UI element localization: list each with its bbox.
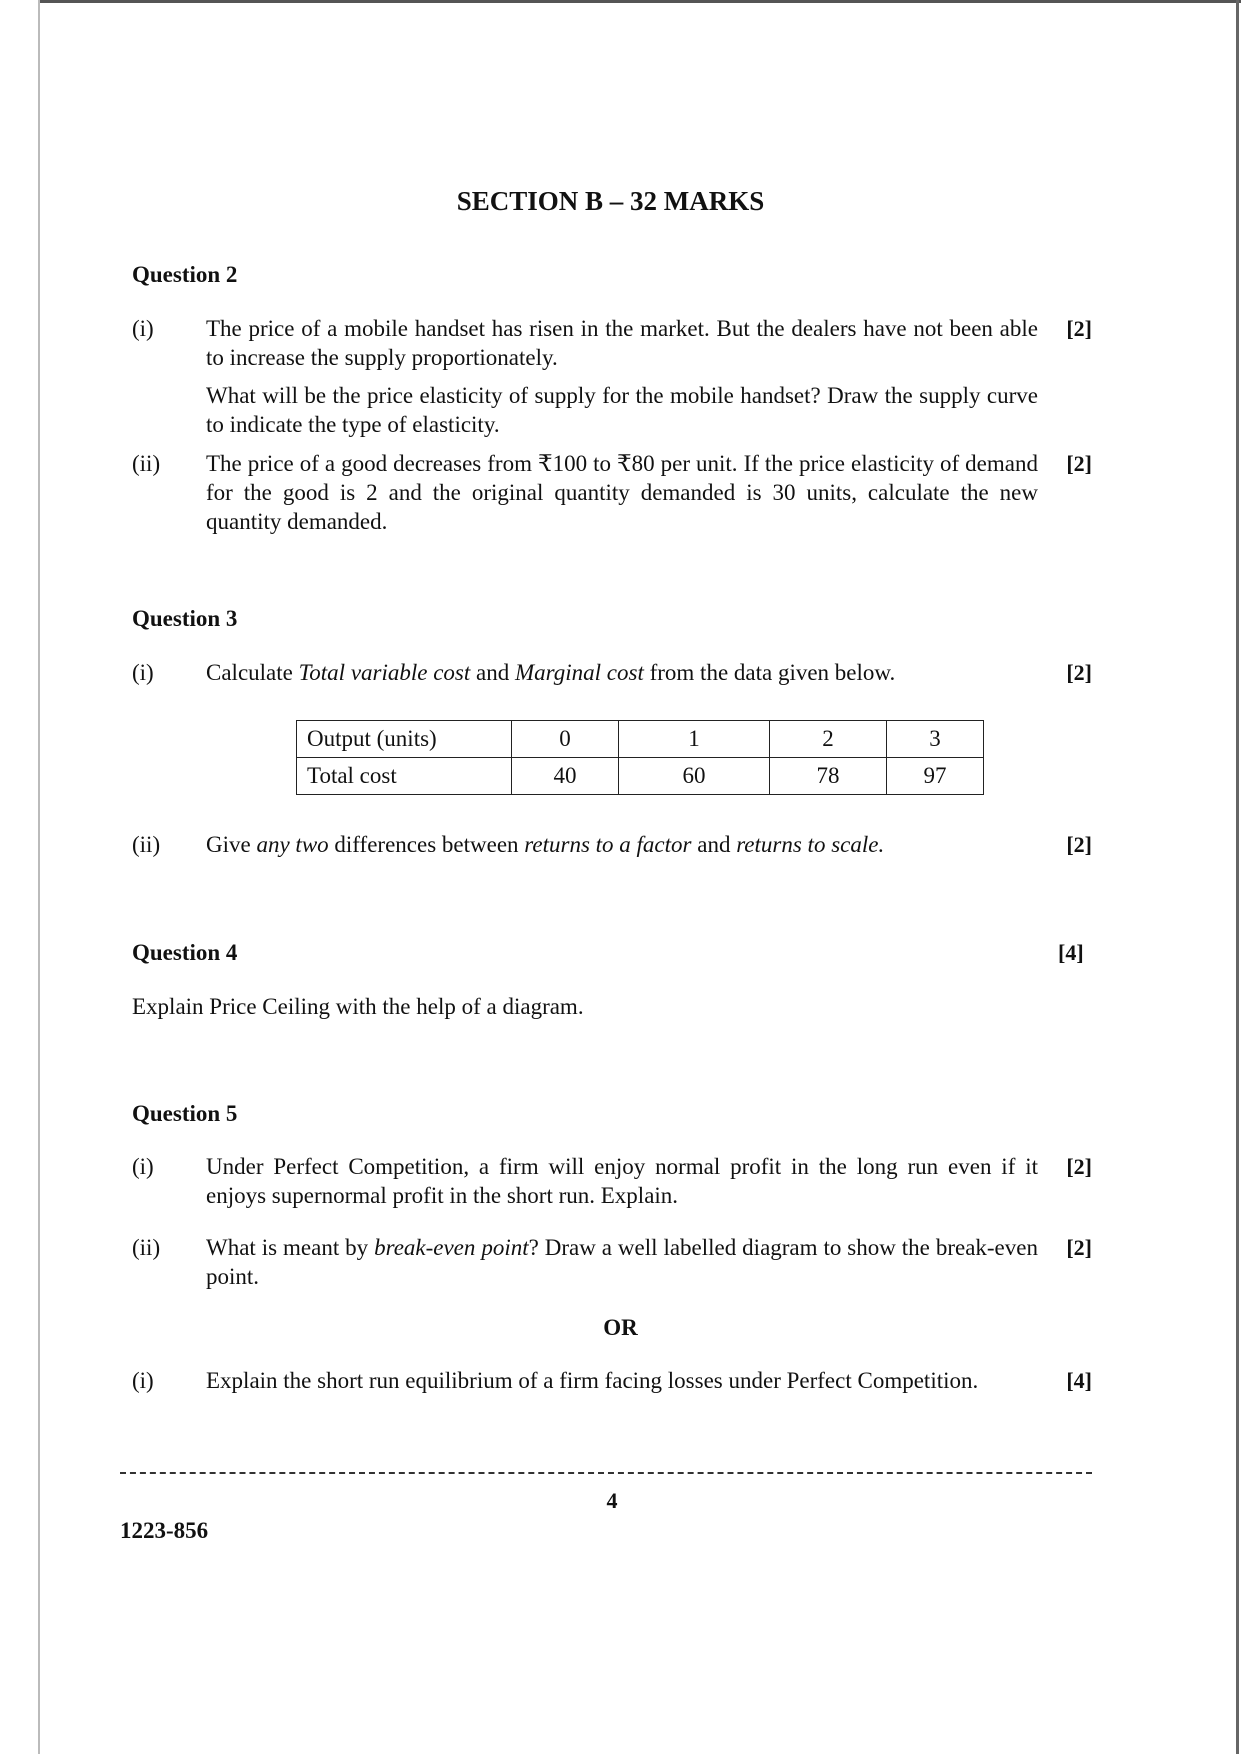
section-title: SECTION B – 32 MARKS (456, 186, 765, 216)
table-cell: 3 (887, 721, 984, 758)
question-3-heading: Question 3 (132, 606, 238, 631)
text-segment: from the data given below. (643, 660, 896, 685)
text-segment: Give (206, 832, 257, 857)
table-cell: 1 (619, 721, 770, 758)
text-segment: What is meant by (206, 1235, 375, 1260)
text-segment: and (470, 660, 515, 685)
part-number: (ii) (132, 832, 161, 857)
table-cell: 2 (770, 721, 887, 758)
part-number: (i) (132, 1368, 154, 1393)
or-separator: OR (603, 1315, 638, 1340)
emphasis-break-even-point: break-even point (374, 1235, 529, 1260)
marks-badge: [2] (1066, 660, 1092, 685)
table-row (297, 758, 984, 795)
table-cell: 0 (512, 721, 619, 758)
question-4-text: Explain Price Ceiling with the help of a diagram. (132, 994, 584, 1019)
marks-badge: [2] (1066, 1235, 1092, 1260)
emphasis-returns-to-factor: returns to a factor (524, 832, 692, 857)
paper-code: 1223-856 (120, 1518, 209, 1543)
text-segment: and (691, 832, 737, 857)
text-segment: differences between (328, 832, 525, 857)
row-label: Output (units) (297, 721, 512, 758)
part-text (206, 830, 1038, 859)
question-2-heading: Question 2 (132, 262, 238, 287)
table-cell: 97 (887, 758, 984, 795)
table-row (297, 721, 984, 758)
question-5-heading: Question 5 (132, 1101, 238, 1126)
marks-badge: [2] (1066, 832, 1092, 857)
part-number: (ii) (132, 1235, 161, 1260)
marks-badge: [2] (1066, 451, 1092, 476)
part-text (206, 1233, 1038, 1291)
part-text: Under Perfect Competition, a firm will enjoy normal profit in the long run even if it enjoys supernormal profit in the short run. Explain. (206, 1154, 1038, 1208)
emphasis-returns-to-scale: returns to scale. (736, 832, 885, 857)
marks-badge: [2] (1066, 1154, 1092, 1179)
part-number: (i) (132, 316, 154, 341)
part-text: The price of a mobile handset has risen in the market. But the dealers have not been able to increase the supply proportionately. (206, 316, 1038, 370)
dashed-divider (120, 1472, 1092, 1474)
table-cell: 40 (512, 758, 619, 795)
part-number: (ii) (132, 451, 161, 476)
page-number: 4 (606, 1488, 618, 1513)
top-border (40, 0, 1241, 3)
row-label: Total cost (297, 758, 512, 795)
cost-table (296, 720, 984, 795)
question-4-heading: Question 4 (132, 940, 238, 965)
right-border (1236, 0, 1239, 1754)
part-text-2: What will be the price elasticity of supply for the mobile handset? Draw the supply curve to indicate the type of elasticity. (206, 383, 1038, 437)
marks-badge: [2] (1066, 316, 1092, 341)
part-text: Explain the short run equilibrium of a firm facing losses under Perfect Competition. (206, 1368, 979, 1393)
part-number: (i) (132, 660, 154, 685)
marks-badge: [4] (1058, 940, 1084, 965)
table-cell: 60 (619, 758, 770, 795)
table-cell: 78 (770, 758, 887, 795)
marks-badge: [4] (1066, 1368, 1092, 1393)
part-text: The price of a good decreases from ₹100 to ₹80 per unit. If the price elasticity of demand for the good is 2 and the original quantity demanded is 30 units, calculate the new quantity demanded. (206, 451, 1038, 534)
part-text (206, 658, 1038, 687)
text-segment: Calculate (206, 660, 299, 685)
emphasis-marginal-cost: Marginal cost (515, 660, 644, 685)
emphasis-any-two: any two (256, 832, 329, 857)
part-body (206, 314, 1038, 439)
text-segment: ? Draw a well labelled diagram to show the break-even point. (206, 1235, 1038, 1289)
part-number: (i) (132, 1154, 154, 1179)
emphasis-total-variable-cost: Total variable cost (298, 660, 471, 685)
